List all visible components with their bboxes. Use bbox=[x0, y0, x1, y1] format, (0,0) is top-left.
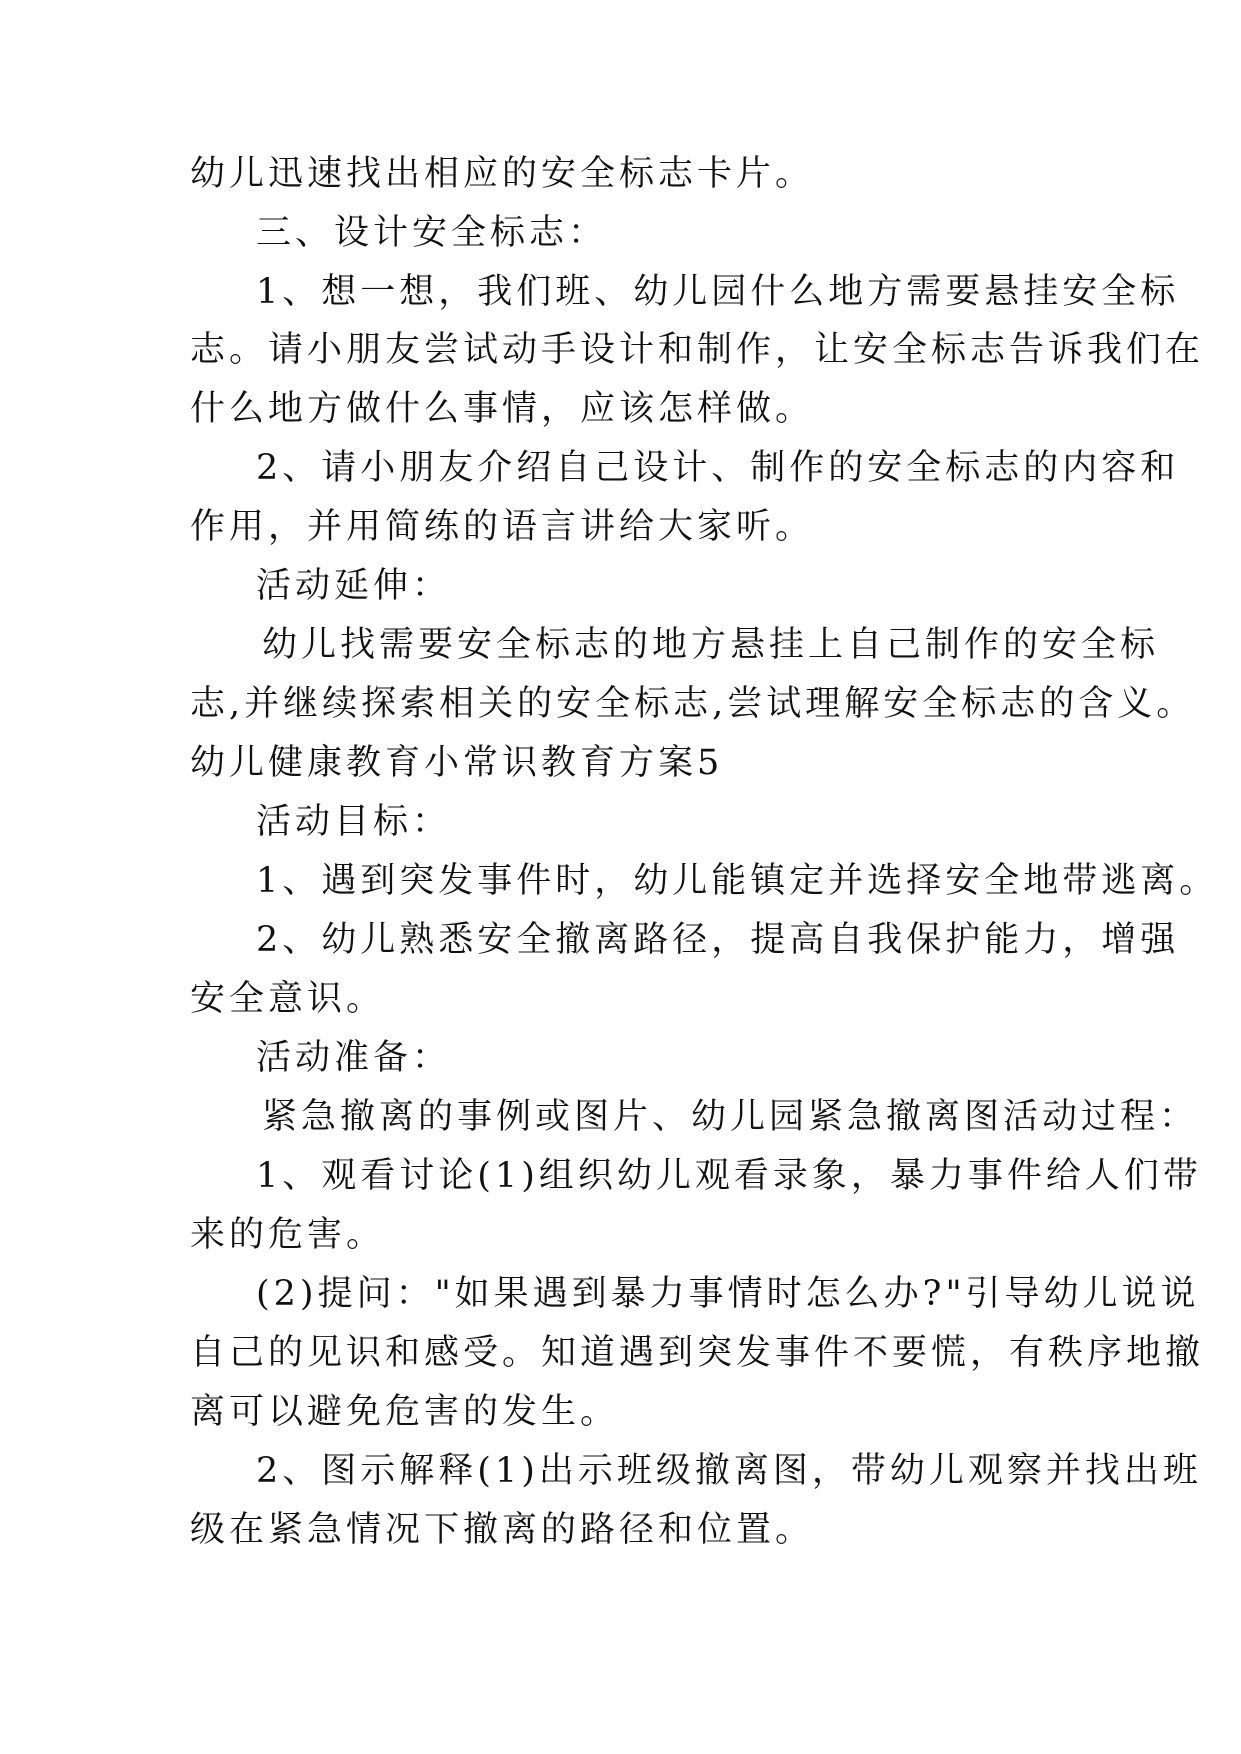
text-line: 志。请小朋友尝试动手设计和制作，让安全标志告诉我们在 bbox=[190, 330, 1205, 370]
text-line: 级在紧急情况下撤离的路径和位置。 bbox=[190, 1510, 815, 1550]
text-line: 1、想一想，我们班、幼儿园什么地方需要悬挂安全标 bbox=[256, 272, 1180, 312]
text-line: 2、请小朋友介绍自己设计、制作的安全标志的内容和 bbox=[256, 448, 1180, 488]
text-line: 来的危害。 bbox=[190, 1215, 386, 1255]
section-heading: 活动准备： bbox=[256, 1038, 452, 1078]
text-line: 紧急撤离的事例或图片、幼儿园紧急撤离图活动过程： bbox=[262, 1097, 1199, 1137]
text-line: 自己的见识和感受。知道遇到突发事件不要慌，有秩序地撤 bbox=[190, 1333, 1205, 1373]
text-line: 2、幼儿熟悉安全撤离路径，提高自我保护能力，增强 bbox=[256, 920, 1180, 960]
text-line: 作用，并用简练的语言讲给大家听。 bbox=[190, 507, 815, 547]
text-line: 1、遇到突发事件时，幼儿能镇定并选择安全地带逃离。 bbox=[256, 861, 1219, 901]
text-line: 幼儿找需要安全标志的地方悬挂上自己制作的安全标 bbox=[262, 625, 1160, 665]
text-line: 离可以避免危害的发生。 bbox=[190, 1392, 620, 1432]
text-line: 2、图示解释(1)出示班级撤离图，带幼儿观察并找出班 bbox=[256, 1451, 1202, 1491]
section-heading: 活动目标： bbox=[256, 802, 452, 842]
text-line: 1、观看讨论(1)组织幼儿观看录象，暴力事件给人们带 bbox=[256, 1156, 1202, 1196]
text-line: 什么地方做什么事情，应该怎样做。 bbox=[190, 389, 815, 429]
text-line: 安全意识。 bbox=[190, 979, 386, 1019]
text-line: (2)提问："如果遇到暴力事情时怎么办?"引导幼儿说说 bbox=[256, 1274, 1200, 1314]
document-title: 幼儿健康教育小常识教育方案5 bbox=[190, 743, 724, 783]
section-heading: 三、设计安全标志： bbox=[256, 213, 608, 253]
section-heading: 活动延伸： bbox=[256, 566, 452, 606]
text-line: 志,并继续探索相关的安全标志,尝试理解安全标志的含义。 bbox=[190, 684, 1196, 724]
text-line: 幼儿迅速找出相应的安全标志卡片。 bbox=[190, 154, 815, 194]
